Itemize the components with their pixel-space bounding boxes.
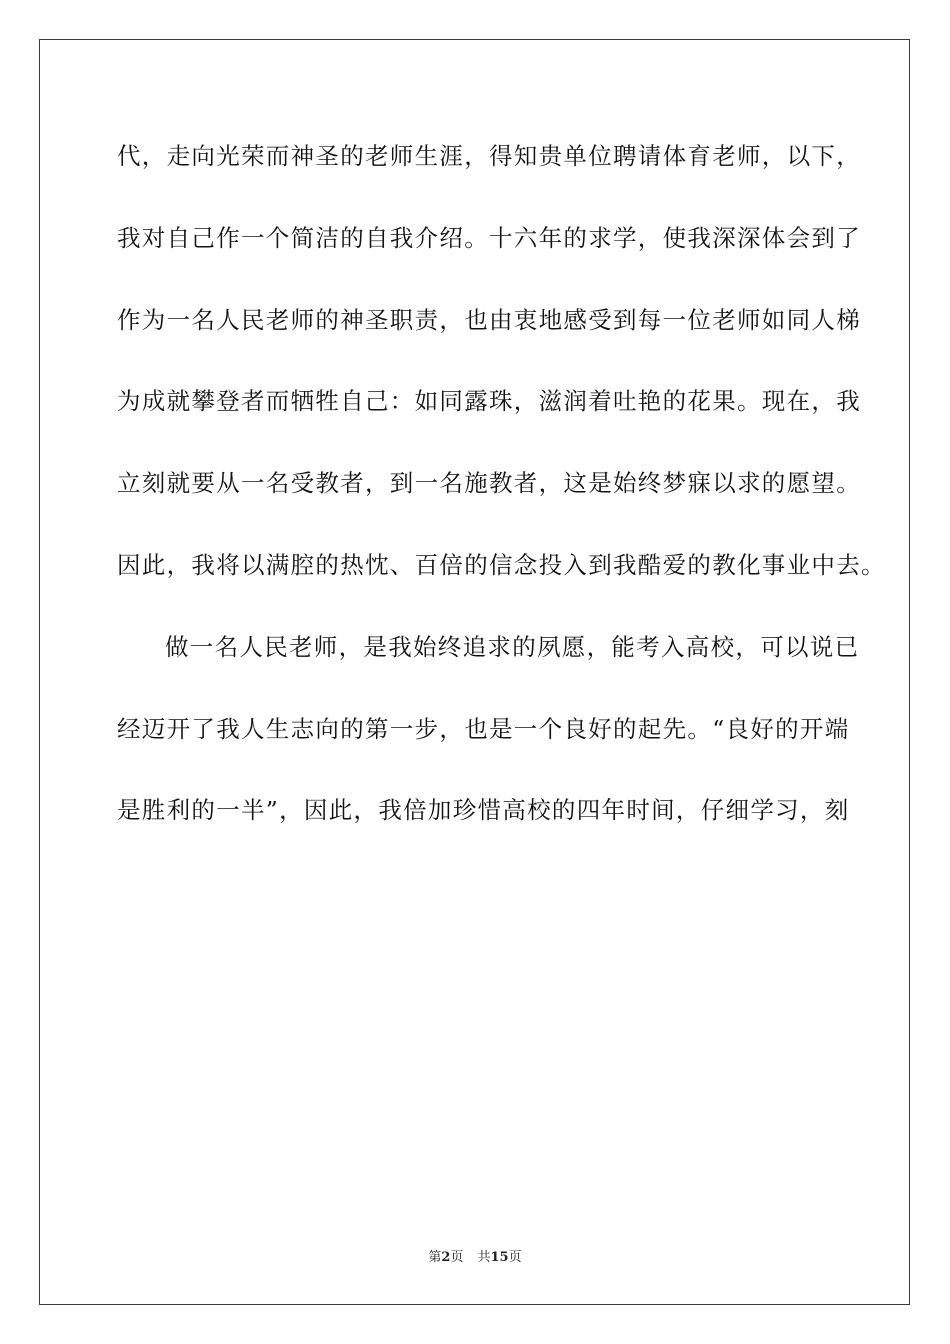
text-line: 是胜利的一半”，因此，我倍加珍惜高校的四年时间，仔细学习，刻 [117, 796, 850, 825]
page-suffix: 页 [450, 1250, 464, 1265]
text-line: 代，走向光荣而神圣的老师生涯，得知贵单位聘请体育老师，以下， [117, 142, 861, 170]
text-line: 经迈开了我人生志向的第一步，也是一个良好的起先。“良好的开端 [117, 714, 850, 743]
total-prefix: 共 [477, 1250, 491, 1265]
text-line: 为成就攀登者而牺牲自己：如同露珠，滋润着吐艳的花果。现在，我 [117, 387, 861, 416]
page-footer [0, 1246, 950, 1265]
text-line: 立刻就要从一名受教者，到一名施教者，这是始终梦寐以求的愿望。 [117, 469, 861, 498]
paragraph-start-line: 做一名人民老师，是我始终追求的夙愿，能考入高校，可以说已 [165, 632, 860, 661]
page-number: 2 [441, 1250, 451, 1265]
total-pages: 15 [490, 1250, 509, 1265]
total-suffix: 页 [508, 1250, 522, 1265]
text-line: 我对自己作一个简洁的自我介绍。十六年的求学，使我深深体会到了 [117, 223, 861, 252]
text-line: 因此，我将以满腔的热忱、百倍的信念投入到我酷爱的教化事业中去。 [117, 550, 886, 579]
text-line: 作为一名人民老师的神圣职责，也由衷地感受到每一位老师如同人梯 [117, 305, 861, 334]
document-body [117, 128, 886, 864]
page-prefix: 第 [428, 1250, 442, 1265]
